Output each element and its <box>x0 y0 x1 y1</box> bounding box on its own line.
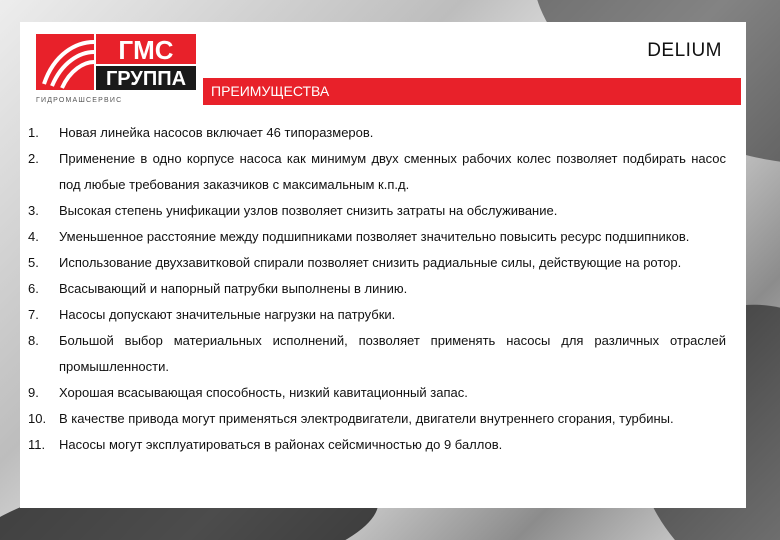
section-title-band <box>203 78 741 105</box>
item-text: Всасывающий и напорный патрубки выполнены в линию. <box>59 281 408 296</box>
item-text: Применение в одно корпусе насоса как минимум двух сменных рабочих колес позволяет подбирать насос под любые требования заказчиков с максимальным к.п.д. <box>59 151 726 192</box>
list-item <box>28 406 726 432</box>
advantages-list <box>28 120 726 458</box>
item-number: 3. <box>28 203 39 218</box>
list-item <box>28 224 726 250</box>
company-logo <box>36 34 200 106</box>
item-text: Уменьшенное расстояние между подшипниками позволяет значительно повысить ресурс подшипников. <box>59 229 690 244</box>
logo-main-text: ГМС <box>118 35 174 65</box>
list-item <box>28 302 726 328</box>
item-text: Насосы могут эксплуатироваться в районах сейсмичностью до 9 баллов. <box>59 437 503 452</box>
logo-sub-text: ГРУППА <box>105 68 187 90</box>
item-number: 5. <box>28 255 39 270</box>
item-number: 7. <box>28 307 39 322</box>
list-item <box>28 146 726 198</box>
item-text: В качестве привода могут применяться электродвигатели, двигатели внутреннего сгорания, турбины. <box>59 411 674 426</box>
item-text: Новая линейка насосов включает 46 типоразмеров. <box>59 125 374 140</box>
list-item <box>28 198 726 224</box>
list-item <box>28 380 726 406</box>
item-number: 4. <box>28 229 39 244</box>
list-item <box>28 328 726 380</box>
list-item <box>28 120 726 146</box>
item-text: Высокая степень унификации узлов позволяет снизить затраты на обслуживание. <box>59 203 558 218</box>
logo-tagline: ГИДРОМАШСЕРВИС <box>36 97 123 104</box>
list-item <box>28 250 726 276</box>
section-title: ПРЕИМУЩЕСТВА <box>211 83 330 99</box>
item-number: 8. <box>28 333 39 348</box>
brand-name: DELIUM <box>647 40 722 61</box>
item-number: 10. <box>28 411 47 426</box>
item-text: Использование двухзавитковой спирали позволяет снизить радиальные силы, действующие на ротор. <box>59 255 682 270</box>
item-number: 6. <box>28 281 39 296</box>
item-number: 2. <box>28 151 39 166</box>
list-item <box>28 276 726 302</box>
item-number: 9. <box>28 385 39 400</box>
item-text: Хорошая всасывающая способность, низкий кавитационный запас. <box>59 385 468 400</box>
list-item <box>28 432 726 458</box>
item-text: Насосы допускают значительные нагрузки на патрубки. <box>59 307 396 322</box>
item-text: Большой выбор материальных исполнений, позволяет применять насосы для различных отраслей промышленности. <box>59 333 726 374</box>
item-number: 1. <box>28 125 39 140</box>
item-number: 11. <box>28 437 46 452</box>
